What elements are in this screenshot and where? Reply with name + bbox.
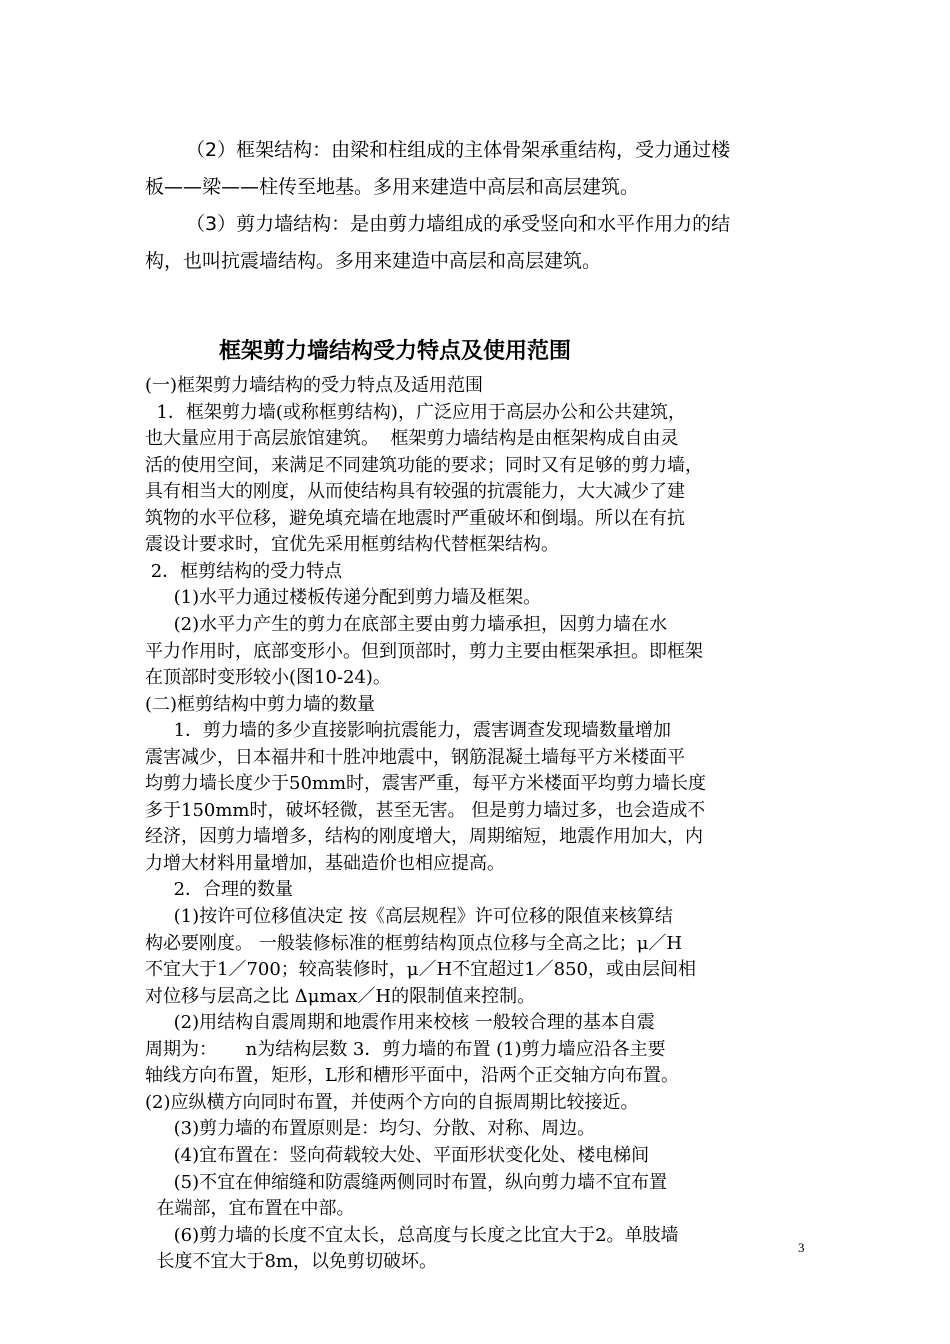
intro-item-2-line-1: （2）框架结构：由梁和柱组成的主体骨架承重结构，受力通过楼 — [186, 139, 731, 161]
body-line: 长度不宜大于8m，以免剪切破坏。 — [145, 1251, 437, 1273]
body-line: 1．框架剪力墙(或称框剪结构)，广泛应用于高层办公和公共建筑， — [145, 401, 686, 423]
body-line: (1)按许可位移值决定 按《高层规程》许可位移的限值来核算结 — [145, 906, 673, 927]
body-line: 筑物的水平位移，避免填充墙在地震时严重破坏和倒塌。所以在有抗 — [145, 507, 685, 529]
body-line: 在端部，宜布置在中部。 — [145, 1198, 355, 1220]
body-line: 均剪力墙长度少于50mm时，震害严重，每平方米楼面平均剪力墙长度 — [145, 773, 707, 795]
body-line: (二)框剪结构中剪力墙的数量 — [145, 693, 376, 715]
body-line: 轴线方向布置，矩形，L形和槽形平面中，沿两个正交轴方向布置。 — [145, 1065, 679, 1087]
body-line: 活的使用空间，来满足不同建筑功能的要求；同时又有足够的剪力墙， — [145, 454, 703, 476]
body-line: 力增大材料用量增加，基础造价也相应提高。 — [145, 852, 505, 874]
body-line: (2)用结构自震周期和地震作用来校核 一般较合理的基本自震 — [145, 1012, 655, 1034]
intro-item-2-line-2: 板——梁——柱传至地基。多用来建造中高层和高层建筑。 — [145, 176, 640, 198]
body-line: 2．合理的数量 — [145, 879, 294, 901]
body-line: 也大量应用于高层旅馆建筑。 框架剪力墙结构是由框架构成自由灵 — [145, 428, 679, 450]
intro-item-3-line-1: （3）剪力墙结构：是由剪力墙组成的承受竖向和水平作用力的结 — [186, 213, 731, 235]
intro-item-3-line-2: 构，也叫抗震墙结构。多用来建造中高层和高层建筑。 — [145, 250, 602, 272]
body-line: 具有相当大的刚度，从而使结构具有较强的抗震能力，大大减少了建 — [145, 481, 685, 503]
body-line: (2)应纵横方向同时布置，并使两个方向的自振周期比较接近。 — [145, 1091, 639, 1113]
body-line: (2)水平力产生的剪力在底部主要由剪力墙承担，因剪力墙在水 — [145, 613, 668, 635]
body-line: (6)剪力墙的长度不宜太长，总高度与长度之比宜大于2。单肢墙 — [145, 1224, 679, 1246]
body-line: 周期为： n为结构层数 3．剪力墙的布置 (1)剪力墙应沿各主要 — [145, 1038, 666, 1060]
body-line: (5)不宜在伸缩缝和防震缝两侧同时布置，纵向剪力墙不宜布置 — [145, 1171, 668, 1193]
body-line: 震设计要求时，宜优先采用框剪结构代替框架结构。 — [145, 534, 559, 556]
body-line: 在顶部时变形较小(图10-24)。 — [145, 667, 391, 689]
page-number: 3 — [798, 1240, 805, 1255]
body-line: (1)水平力通过楼板传递分配到剪力墙及框架。 — [145, 587, 542, 609]
body-line: (一)框架剪力墙结构的受力特点及适用范围 — [145, 375, 484, 396]
body-line: 对位移与层高之比 Δμmax／H的限制值来控制。 — [145, 985, 536, 1007]
body-line: 2．框剪结构的受力特点 — [145, 560, 343, 582]
body-line: (3)剪力墙的布置原则是：均匀、分散、对称、周边。 — [145, 1118, 596, 1140]
body-line: (4)宜布置在：竖向荷载较大处、平面形状变化处、楼电梯间 — [145, 1144, 650, 1166]
body-line: 平力作用时，底部变形小。但到顶部时，剪力主要由框架承担。即框架 — [145, 640, 703, 662]
body-line: 不宜大于1／700；较高装修时，μ／H不宜超过1／850，或由层间相 — [145, 959, 697, 981]
section-title: 框架剪力墙结构受力特点及使用范围 — [219, 339, 572, 364]
body-line: 多于150mm时，破坏轻微，甚至无害。 但是剪力墙过多，也会造成不 — [145, 799, 706, 821]
body-line: 1．剪力墙的多少直接影响抗震能力，震害调查发现墙数量增加 — [145, 720, 672, 742]
body-line: 震害减少，日本福井和十胜冲地震中，钢筋混凝土墙每平方米楼面平 — [145, 746, 685, 768]
body-line: 构必要刚度。 一般装修标准的框剪结构顶点位移与全高之比；μ／H — [145, 932, 683, 954]
body-line: 经济，因剪力墙增多，结构的刚度增大，周期缩短，地震作用加大，内 — [145, 826, 703, 848]
